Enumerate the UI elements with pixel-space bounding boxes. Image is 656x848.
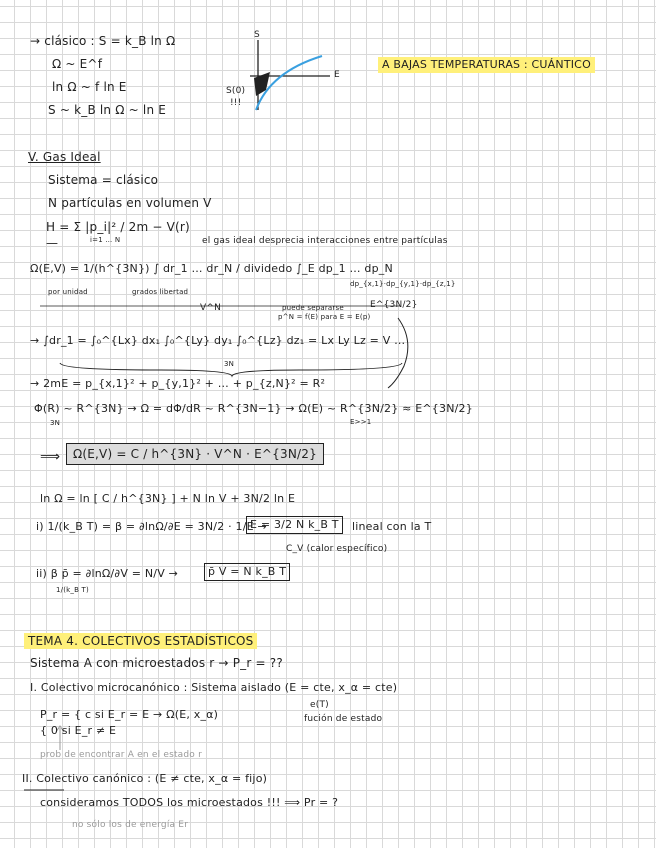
ln-omega-line: ln Ω ~ f ln E bbox=[52, 80, 127, 94]
linear-in-t-note: lineal con la T bbox=[352, 520, 432, 533]
ideal-gas-neglects-interactions: el gas ideal desprecia interacciones entre partículas bbox=[202, 236, 448, 246]
s-axis-label: S bbox=[254, 30, 260, 40]
e-axis-label: E bbox=[334, 70, 340, 80]
probability-cases-2: { 0 si E_r ≠ E bbox=[40, 724, 117, 737]
omega-definition: Ω(E,V) = 1/(h^{3N}) ∫ dr_1 … dr_N / dividedo ∫_E dp_1 … dp_N bbox=[30, 262, 393, 275]
low-temperature-quantum-note: A BAJAS TEMPERATURAS : CUÁNTICO bbox=[378, 57, 595, 73]
e-of-t-label: e(T) bbox=[310, 700, 329, 710]
pressure-derivation: ii) β p̄ = ∂lnΩ/∂V = N/V → bbox=[36, 567, 179, 580]
microcanonical-heading: I. Colectivo microcanónico : Sistema aislado (E = cte, x_α = cte) bbox=[30, 681, 398, 694]
ln-omega-expansion: ln Ω = ln [ C / h^{3N} ] + N ln V + 3N/2 ln E bbox=[40, 492, 296, 505]
omega-result-box: Ω(E,V) = C / h^{3N} · V^N · E^{3N/2} bbox=[66, 443, 324, 465]
temperature-derivation: i) 1/(k_B T) = β = ∂lnΩ/∂E = 3N/2 · 1/E → bbox=[36, 520, 267, 533]
phi-subscript: 3N bbox=[50, 419, 61, 427]
consider-all-microstates: consideramos TODOS los microestados !!! ⟹ Pr = ? bbox=[40, 796, 339, 809]
phi-scaling-line: Φ(R) ~ R^{3N} → Ω = dΦ/dR ~ R^{3N−1} → Ω(E) ~ R^{3N/2} ≈ E^{3N/2} bbox=[34, 402, 473, 415]
probability-note: prob de encontrar A en el estado r bbox=[40, 750, 202, 760]
state-function-label: fución de estado bbox=[304, 714, 383, 724]
system-a-line: Sistema A con microestados r → P_r = ?? bbox=[30, 656, 283, 670]
ideal-gas-heading: V. Gas Ideal bbox=[28, 150, 101, 164]
canonical-heading: II. Colectivo canónico : (E ≠ cte, x_α = fijo) bbox=[22, 772, 268, 785]
position-integral: → ∫dr_1 = ∫₀^{Lx} dx₁ ∫₀^{Ly} dy₁ ∫₀^{Lz} dz₁ = Lx Ly Lz = V … bbox=[30, 334, 406, 347]
per-unit-label: por unidad bbox=[48, 288, 88, 296]
hamiltonian-underline: — bbox=[46, 236, 59, 250]
specific-heat-note: C_V (calor específico) bbox=[286, 544, 388, 554]
three-n-label: 3N bbox=[224, 360, 235, 368]
momentum-sphere-line: → 2mE = p_{x,1}² + p_{y,1}² + … + p_{z,N}² = R² bbox=[30, 377, 326, 390]
e-power-label: E^{3N/2} bbox=[370, 300, 418, 310]
tema-4-title: TEMA 4. COLECTIVOS ESTADÍSTICOS bbox=[24, 633, 257, 649]
exclamation-marks: !!! bbox=[230, 98, 242, 108]
large-e-note: E>>1 bbox=[350, 418, 372, 426]
implies-arrow: ⟹ bbox=[40, 449, 61, 465]
hamiltonian-line: H = Σ |p_i|² / 2m − V(r) bbox=[46, 220, 190, 234]
probability-cases-1: P_r = { c si E_r = E → Ω(E, x_α) bbox=[40, 708, 219, 721]
ideal-gas-law-box: p̄ V = N k_B T bbox=[204, 563, 290, 581]
s0-label: S(0) bbox=[226, 86, 246, 96]
entropy-ln-e-line: S ~ k_B ln Ω ~ ln E bbox=[48, 103, 167, 117]
omega-scaling-line: Ω ~ E^f bbox=[52, 57, 103, 71]
momentum-note: p^N = f(E) para E = E(p) bbox=[278, 313, 371, 321]
beta-definition: 1/(k_B T) bbox=[56, 586, 89, 594]
v-n-label: V^N bbox=[200, 303, 222, 313]
dp-detail: dp_{x,1}·dp_{y,1}·dp_{z,1} bbox=[350, 280, 456, 288]
n-particles-line: N partículas en volumen V bbox=[48, 196, 212, 210]
degrees-freedom-label: grados libertad bbox=[132, 288, 189, 296]
system-classical-line: Sistema = clásico bbox=[48, 173, 159, 187]
classical-entropy-line: → clásico : S = k_B ln Ω bbox=[30, 34, 176, 48]
sum-limits: i=1 … N bbox=[90, 236, 121, 244]
separable-note: puede separarse bbox=[282, 304, 344, 312]
not-only-energy-note: no sólo los de energía Er bbox=[72, 820, 189, 830]
energy-equipartition-box: E = 3/2 N k_B T bbox=[246, 516, 343, 534]
